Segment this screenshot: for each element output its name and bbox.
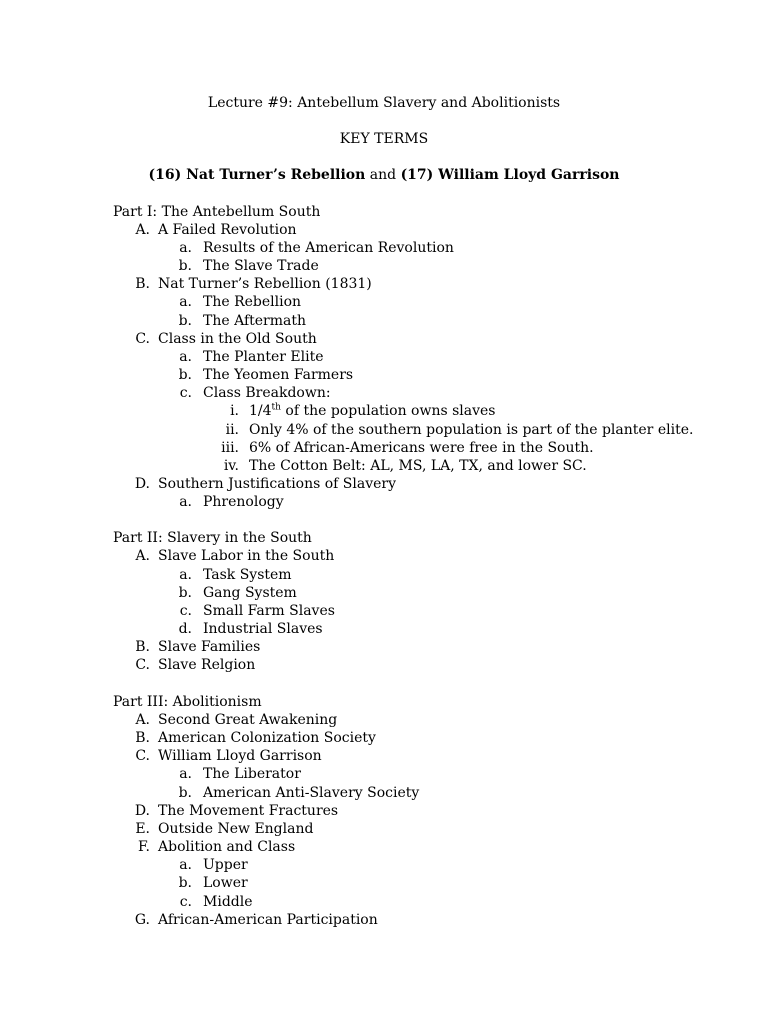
outline-marker: b. xyxy=(178,258,192,274)
outline-marker: D. xyxy=(134,803,150,819)
outline-label: Lower xyxy=(203,875,248,891)
outline-label: Outside New England xyxy=(158,821,314,837)
outline-marker: a. xyxy=(179,240,192,256)
outline-label: The Liberator xyxy=(203,766,301,782)
outline-marker: a. xyxy=(179,857,192,873)
outline-marker: B. xyxy=(135,639,150,655)
outline-marker: ii. xyxy=(225,422,239,438)
outline-label: Southern Justifications of Slavery xyxy=(158,476,397,492)
outline-marker: b. xyxy=(178,585,192,601)
outline-label: William Lloyd Garrison xyxy=(158,748,322,764)
outline-marker: a. xyxy=(179,349,192,365)
outline-label: Small Farm Slaves xyxy=(203,603,335,619)
outline-label: The Slave Trade xyxy=(203,258,319,274)
outline-label: A Failed Revolution xyxy=(158,222,297,238)
outline-label: Gang System xyxy=(203,585,297,601)
outline-label: The Planter Elite xyxy=(203,349,324,365)
outline-marker: G. xyxy=(134,912,150,928)
outline-marker: F. xyxy=(138,839,150,855)
outline-marker: b. xyxy=(178,313,192,329)
outline-marker: iv. xyxy=(223,458,239,474)
outline-marker: b. xyxy=(178,367,192,383)
outline-label-rest: of the population owns slaves xyxy=(280,403,496,419)
outline-label: Abolition and Class xyxy=(158,839,296,855)
fraction-text: 1/4 xyxy=(249,403,272,419)
outline-marker: a. xyxy=(179,494,192,510)
key-terms-line xyxy=(0,166,768,184)
outline-label: Second Great Awakening xyxy=(158,712,338,728)
outline-marker: b. xyxy=(178,875,192,891)
outline-marker: B. xyxy=(135,730,150,746)
outline-label: American Colonization Society xyxy=(158,730,376,746)
outline-label: Phrenology xyxy=(203,494,284,510)
outline-marker: a. xyxy=(179,567,192,583)
outline-label: Class in the Old South xyxy=(158,331,317,347)
part-3-heading: Part III: Abolitionism xyxy=(113,694,262,710)
outline-marker: B. xyxy=(135,276,150,292)
outline-label: Results of the American Revolution xyxy=(203,240,454,256)
key-terms-joiner: and xyxy=(369,167,397,183)
outline-label: Slave Families xyxy=(158,639,261,655)
outline-marker: A. xyxy=(135,222,150,238)
outline-label: African-American Participation xyxy=(158,912,378,928)
outline-marker: D. xyxy=(134,476,150,492)
outline-marker: E. xyxy=(135,821,150,837)
outline-label xyxy=(249,402,496,420)
outline-label: Class Breakdown: xyxy=(203,385,331,401)
outline-marker: a. xyxy=(179,766,192,782)
outline-marker: d. xyxy=(178,621,192,637)
outline-label: Nat Turner’s Rebellion (1831) xyxy=(158,276,372,292)
outline-label: 6% of African-Americans were free in the South. xyxy=(249,440,594,456)
outline-marker: a. xyxy=(179,294,192,310)
outline-label: The Rebellion xyxy=(203,294,302,310)
outline-label: Upper xyxy=(203,857,248,873)
outline-marker: A. xyxy=(135,712,150,728)
outline-label: The Cotton Belt: AL, MS, LA, TX, and lower SC. xyxy=(249,458,587,474)
outline-label: The Movement Fractures xyxy=(158,803,339,819)
outline-marker: c. xyxy=(179,385,192,401)
outline-marker: c. xyxy=(179,603,192,619)
outline-marker: C. xyxy=(135,748,150,764)
outline-label: American Anti-Slavery Society xyxy=(203,785,420,801)
outline-marker: iii. xyxy=(221,440,239,456)
ordinal-suffix: th xyxy=(271,402,281,413)
outline-marker: c. xyxy=(179,894,192,910)
outline-marker: C. xyxy=(135,657,150,673)
part-2-heading: Part II: Slavery in the South xyxy=(113,530,312,546)
key-term-1: (16) Nat Turner’s Rebellion xyxy=(148,167,366,183)
outline-marker: i. xyxy=(230,403,239,419)
outline-marker: b. xyxy=(178,785,192,801)
outline-label: The Yeomen Farmers xyxy=(203,367,354,383)
outline-label: Task System xyxy=(203,567,292,583)
outline-marker: C. xyxy=(135,331,150,347)
outline-label: Middle xyxy=(203,894,253,910)
outline-label: Slave Relgion xyxy=(158,657,256,673)
outline-label: Slave Labor in the South xyxy=(158,548,335,564)
key-term-2: (17) William Lloyd Garrison xyxy=(400,167,620,183)
key-terms-heading: KEY TERMS xyxy=(339,131,429,147)
outline-label: Industrial Slaves xyxy=(203,621,323,637)
outline-label: Only 4% of the southern population is part of the planter elite. xyxy=(249,422,694,438)
page-title: Lecture #9: Antebellum Slavery and Abolitionists xyxy=(207,95,561,111)
outline-label: The Aftermath xyxy=(203,313,307,329)
part-1-heading: Part I: The Antebellum South xyxy=(113,204,321,220)
outline-marker: A. xyxy=(135,548,150,564)
